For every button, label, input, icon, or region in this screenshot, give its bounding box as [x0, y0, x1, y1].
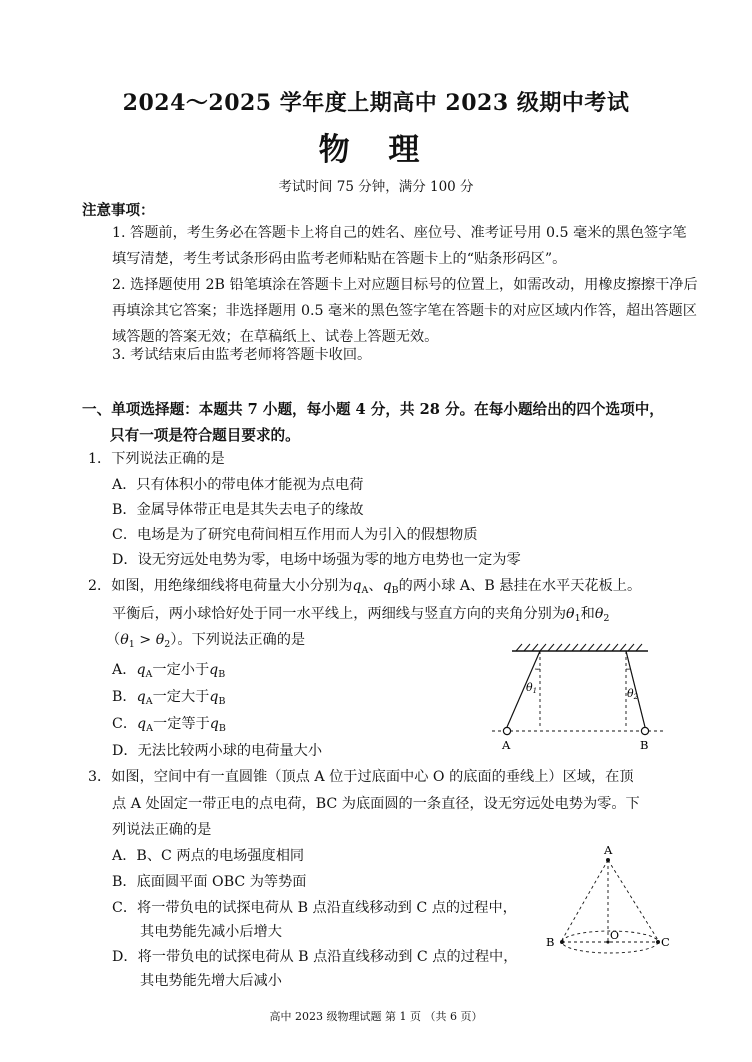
page-footer: 高中 2023 级物理试题 第 1 页 （共 6 页）	[269, 1010, 483, 1023]
q2-stem-line1: 2．如图，用绝缘细线将电荷量大小分别为$q_A$、$q_B$的两小球 A、B 悬挂在水平天花板上。	[88, 578, 642, 596]
q1-option-c: C．电场是为了研究电荷间相互作用而人为引入的假想物质	[112, 527, 478, 543]
label-o: O	[610, 929, 620, 942]
q3-stem-line3: 列说法正确的是	[112, 822, 212, 838]
q3-option-a: A．B、C 两点的电场强度相同	[112, 848, 305, 864]
q2-figure	[490, 643, 670, 755]
q3-option-d-line2: 其电势能先增大后减小	[140, 973, 282, 989]
q2-option-b: B．$q_A$一定大于$q_B$	[112, 689, 226, 707]
cone-edge-right	[608, 860, 658, 940]
ceiling-hatch	[516, 644, 642, 651]
section-heading: 一、单项选择题：本题共 7 小题，每小题 4 分，共 28 分。在每小题给出的四个选项中， 只有一项是符合题目要求的。	[82, 401, 664, 444]
ball-a	[503, 727, 510, 734]
exam-title: 2024～2025 学年度上期高中 2023 级期中考试	[122, 90, 630, 116]
label-b: B	[546, 935, 555, 949]
notice-item-3: 3. 考试结束后由监考老师将答题卡收回。	[112, 347, 372, 363]
label-a: A	[502, 738, 511, 752]
exam-info: 考试时间 75 分钟，满分 100 分	[278, 179, 474, 195]
point-c	[656, 940, 660, 944]
q2-stem-line3: $(\theta_1 > \theta_2)$。下列说法正确的是	[106, 632, 306, 650]
point-b	[560, 940, 564, 944]
q2-option-a: A．$q_A$一定小于$q_B$	[112, 662, 226, 680]
q1-option-b: B．金属导体带正电是其失去电子的缘故	[112, 502, 364, 518]
q1-option-d: D．设无穷远处电势为零，电场中场强为零的地方电势也一定为零	[112, 552, 521, 568]
q3-option-c-line1: C．将一带负电的试探电荷从 B 点沿直线移动到 C 点的过程中，	[112, 900, 517, 916]
q2-option-c: C．$q_A$一定等于$q_B$	[112, 716, 226, 734]
q3-option-b: B．底面圆平面 OBC 为等势面	[112, 874, 307, 890]
q3-option-d-line1: D．将一带负电的试探电荷从 B 点沿直线移动到 C 点的过程中，	[112, 949, 518, 965]
q1-stem: 1．下列说法正确的是	[88, 451, 225, 467]
cone-edge-left	[562, 860, 608, 940]
notice-item-1: 1. 答题前，考生务必在答题卡上将自己的姓名、座位号、准考证号用 0.5 毫米的黑色签字笔填写清楚，考生考试条形码由监考老师粘贴在答题卡上的“贴条形码区”。	[112, 225, 687, 267]
ball-b	[641, 727, 648, 734]
q2-option-d: D．无法比较两小球的电荷量大小	[112, 743, 323, 759]
theta2-label: θ2	[627, 687, 639, 701]
q3-stem-line2: 点 A 处固定一带正电的点电荷，BC 为底面圆的一条直径，设无穷远处电势为零。下	[112, 796, 640, 812]
q3-figure	[540, 840, 680, 960]
q3-stem-line1: 3．如图，空间中有一直圆锥（顶点 A 位于过底面中心 O 的底面的垂线上）区域，在顶	[88, 769, 634, 785]
theta1-label: θ1	[526, 681, 538, 695]
label-apex-a: A	[604, 843, 613, 857]
label-c: C	[661, 935, 670, 949]
subject-title: 物 理	[318, 132, 434, 168]
q2-stem-line2: 平衡后，两小球恰好处于同一水平线上，两细线与竖直方向的夹角分别为$\theta_1$和$\theta_2$	[112, 606, 610, 624]
label-b: B	[640, 738, 649, 752]
notice-title: 注意事项：	[82, 202, 155, 219]
q1-option-a: A．只有体积小的带电体才能视为点电荷	[112, 477, 364, 493]
q3-option-c-line2: 其电势能先减小后增大	[140, 924, 282, 940]
notice-item-2: 2. 选择题使用 2B 铅笔填涂在答题卡上对应题目标号的位置上，如需改动，用橡皮擦擦干净后再填涂其它答案；非选择题用 0.5 毫米的黑色签字笔在答题卡的对应区域内作答，超出答题区域答题的答案无效；在草稿纸上、试卷上答题无效。	[112, 277, 698, 345]
